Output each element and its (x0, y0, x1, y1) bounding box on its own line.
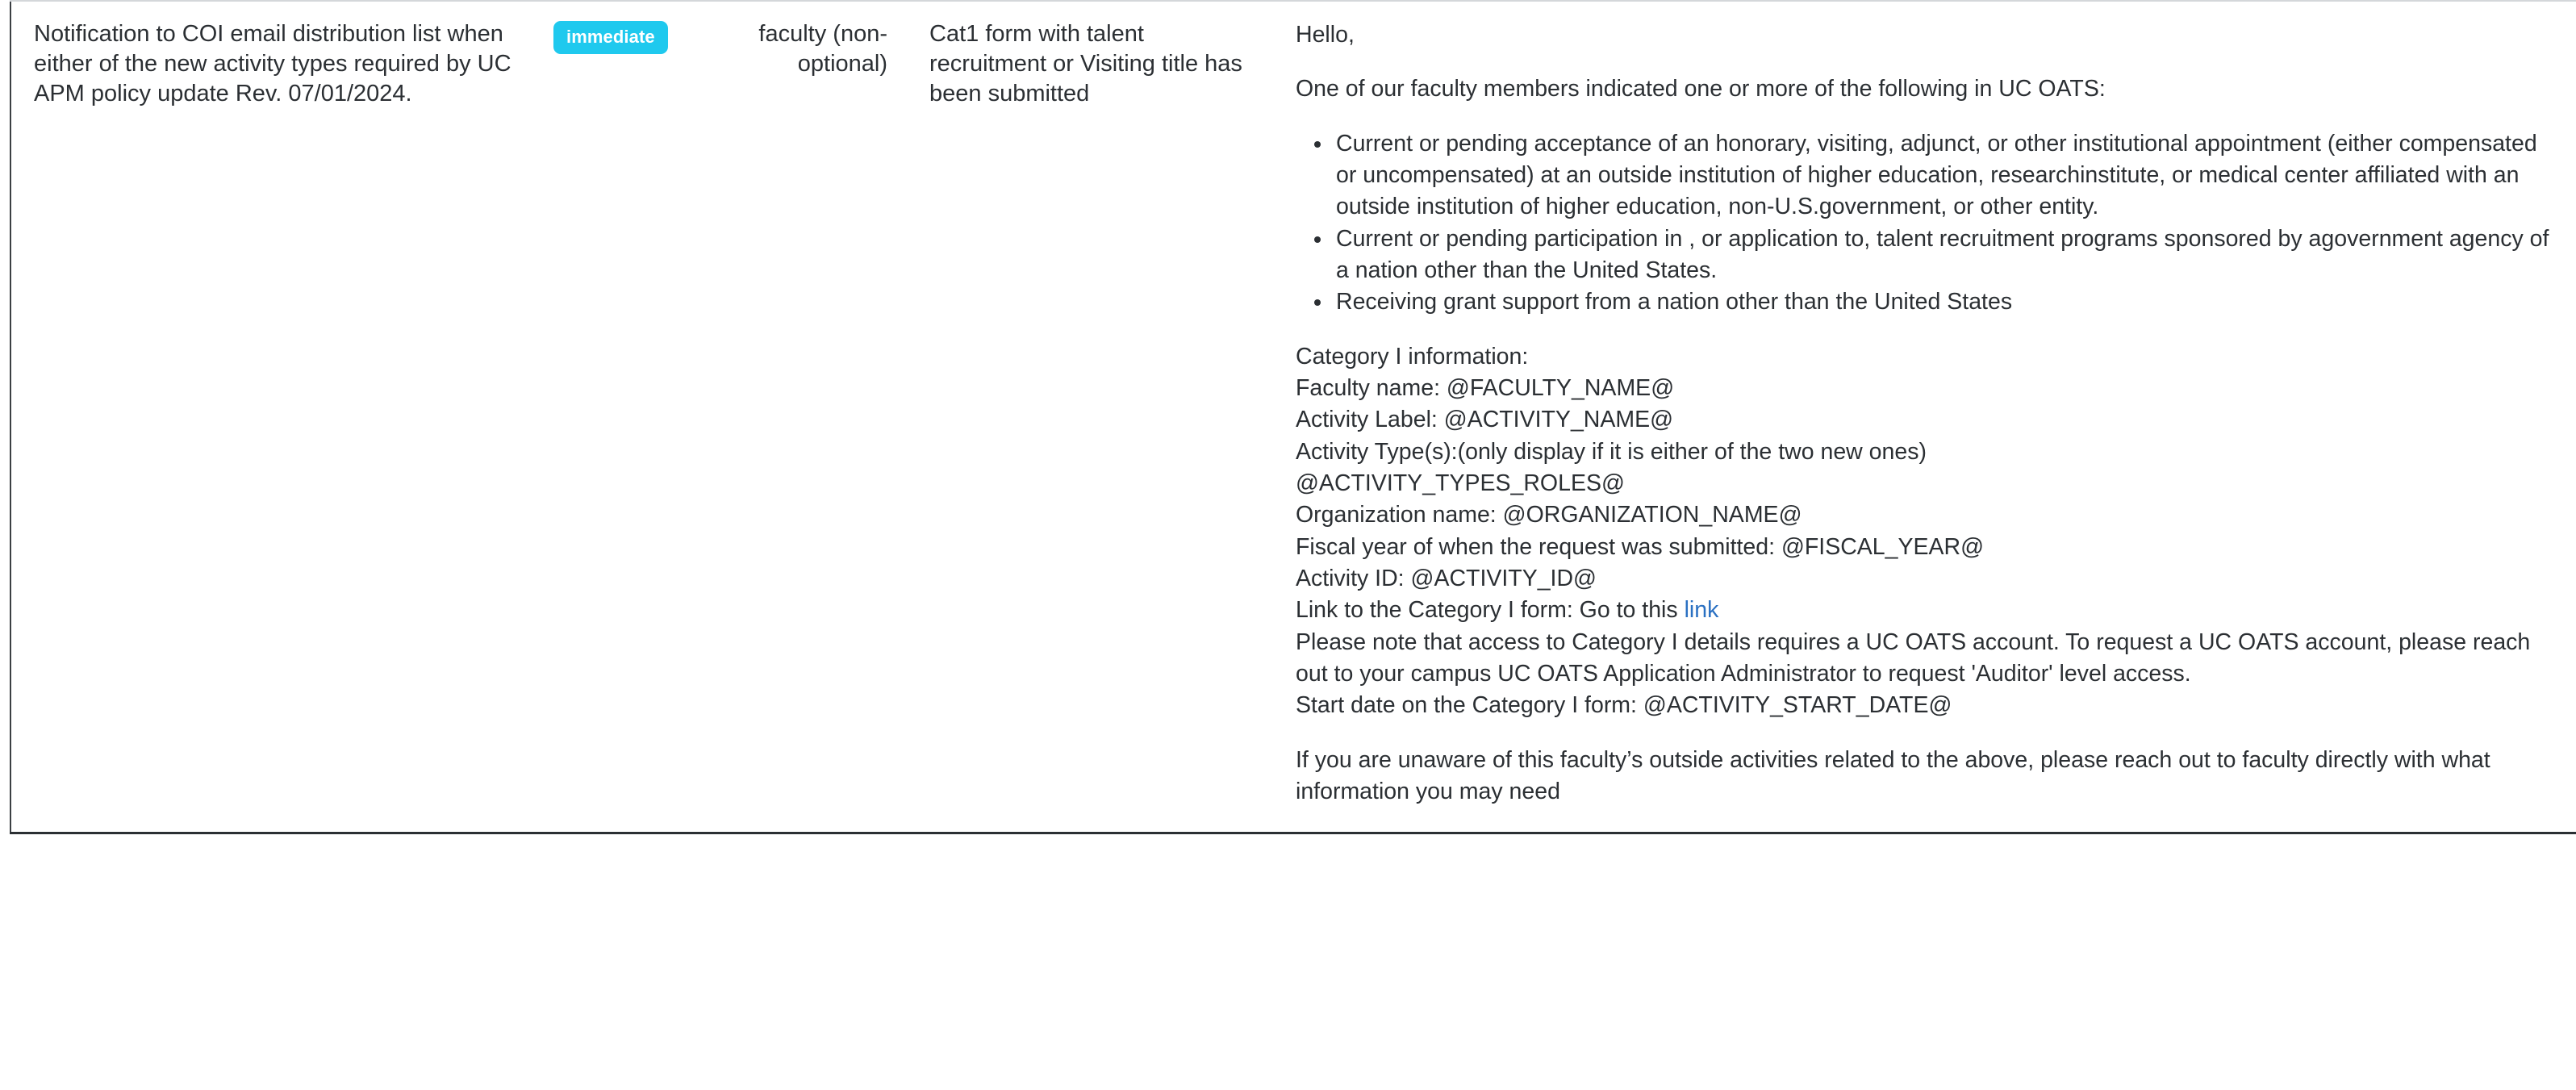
detail-activity-label: Activity Label: @ACTIVITY_NAME@ (1296, 407, 1674, 433)
detail-faculty-name: Faculty name: @FACULTY_NAME@ (1296, 374, 1675, 401)
cell-description (10, 1, 544, 833)
notification-description: Notification to COI email distribution list when either of the new activity types required by UC APM policy update Rev. 07/01/2024. (34, 21, 511, 107)
detail-activity-types-token: @ACTIVITY_TYPES_ROLES@ (1296, 470, 1625, 496)
detail-start-date: Start date on the Category I form: @ACTIVITY_START_DATE@ (1296, 692, 1952, 719)
cell-audience (737, 1, 899, 833)
notification-table (10, 0, 2576, 834)
detail-activity-types-note: Activity Type(s):(only display if it is either of the two new ones) (1296, 438, 1927, 465)
status-badge: immediate (553, 21, 668, 54)
cell-trigger (899, 1, 1270, 833)
detail-fiscal-year: Fiscal year of when the request was submitted: @FISCAL_YEAR@ (1296, 533, 1985, 560)
email-greeting: Hello, (1296, 22, 1355, 48)
cell-email-body (1270, 1, 2576, 833)
email-bullet-list (1296, 128, 2563, 319)
details-heading: Category I information: (1296, 343, 1529, 370)
email-closing: If you are unaware of this faculty’s outside activities related to the above, please reach out to faculty directly with what information you may need (1296, 746, 2490, 804)
trigger-label: Cat1 form with talent recruitment or Visiting title has been submitted (929, 21, 1242, 107)
detail-activity-id: Activity ID: @ACTIVITY_ID@ (1296, 565, 1597, 591)
email-body (1270, 2, 2576, 832)
email-intro: One of our faculty members indicated one or more of the following in UC OATS: (1296, 76, 2106, 102)
detail-organization-name: Organization name: @ORGANIZATION_NAME@ (1296, 502, 1802, 528)
list-item: • Current or pending acceptance of an honorary, visiting, adjunct, or other institutional appointment (either compensated or uncompensated) at an outside institution of higher education, researchinstitute, or medical center affiliated with an outside institution of higher education, non-U.S.government, or other entity. (1333, 128, 2563, 223)
detail-form-link-line (1296, 595, 2563, 626)
category-i-form-link[interactable]: link (1684, 597, 1719, 624)
list-item: • Current or pending participation in , or application to, talent recruitment programs sponsored by agovernment agency of a nation other than the United States. (1333, 223, 2563, 287)
form-link-prefix: Link to the Category I form: Go to this (1296, 597, 1685, 624)
audience-label: faculty (non-optional) (758, 21, 887, 77)
account-access-note: Please note that access to Category I details requires a UC OATS account. To request a UC OATS account, please reach out to your campus UC OATS Application Administrator to request 'Auditor' level access. (1296, 629, 2531, 687)
table-row (10, 1, 2576, 833)
cell-timing (544, 1, 737, 833)
list-item: • Receiving grant support from a nation other than the United States (1333, 286, 2563, 318)
